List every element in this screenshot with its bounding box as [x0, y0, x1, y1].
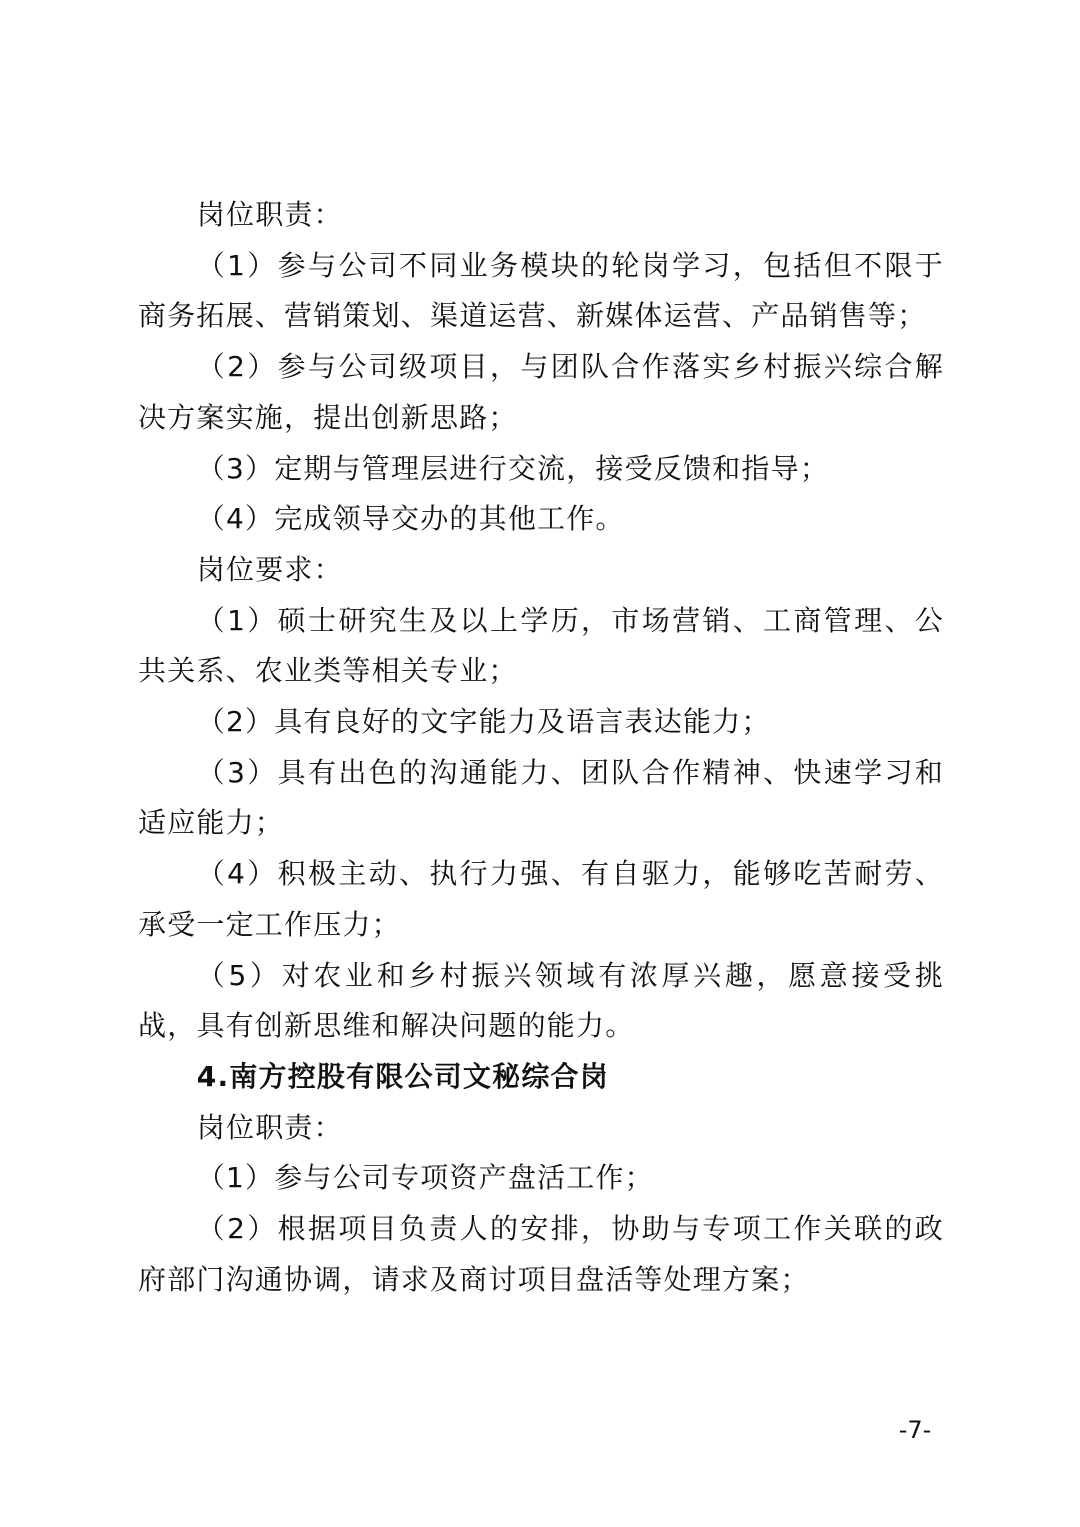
duty-item-2: （2）参与公司级项目，与团队合作落实乡村振兴综合解决方案实施，提出创新思路； — [138, 350, 944, 434]
duty-item-1: （1）参与公司不同业务模块的轮岗学习，包括但不限于商务拓展、营销策划、渠道运营、新媒体运营、产品销售等； — [138, 248, 944, 333]
requirement-item-2: （2）具有良好的文字能力及语言表达能力； — [196, 705, 771, 739]
section-label-duties-2: 岗位职责： — [196, 1110, 343, 1144]
page-number: -7- — [898, 1416, 932, 1444]
duty-item-2-1: （1）参与公司专项资产盘活工作； — [196, 1161, 654, 1195]
requirement-item-5: （5）对农业和乡村振兴领域有浓厚兴趣，愿意接受挑战，具有创新思维和解决问题的能力。 — [138, 958, 944, 1043]
duty-item-2-2: （2）根据项目负责人的安排，协助与专项工作关联的政府部门沟通协调，请求及商讨项目盘活等处理方案； — [138, 1212, 944, 1296]
requirement-item-3: （3）具有出色的沟通能力、团队合作精神、快速学习和适应能力； — [138, 755, 944, 840]
requirement-item-1: （1）硕士研究生及以上学历，市场营销、工商管理、公共关系、农业类等相关专业； — [138, 603, 944, 688]
position-heading: 4.南方控股有限公司文秘综合岗 — [196, 1059, 609, 1093]
duty-item-4: （4）完成领导交办的其他工作。 — [196, 502, 625, 536]
duty-item-3: （3）定期与管理层进行交流，接受反馈和指导； — [196, 451, 830, 485]
section-label-duties: 岗位职责： — [196, 198, 343, 231]
requirement-item-4: （4）积极主动、执行力强、有自驱力，能够吃苦耐劳、承受一定工作压力； — [138, 857, 944, 941]
document-body — [138, 190, 944, 1305]
section-label-requirements: 岗位要求： — [196, 552, 343, 586]
